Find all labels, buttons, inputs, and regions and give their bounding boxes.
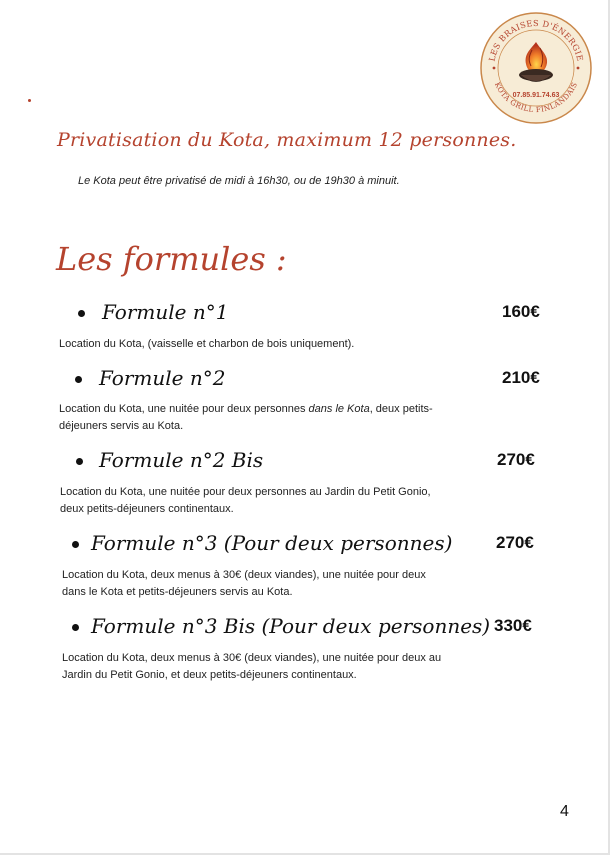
description-line: deux petits-déjeuners continentaux. xyxy=(60,503,234,515)
logo-phone: 07.85.91.74.63 xyxy=(512,92,560,99)
bullet-icon xyxy=(78,310,85,317)
description-line: Location du Kota, (vaisselle et charbon de bois uniquement). xyxy=(59,338,355,350)
logo-bottom-text: KOTA GRILL FINLANDAIS xyxy=(492,80,580,115)
formule-price: 330€ xyxy=(494,616,532,635)
formule-name: Formule n°2 xyxy=(99,366,226,390)
formule-price: 270€ xyxy=(497,450,535,469)
formule-name: Formule n°1 xyxy=(102,300,229,324)
description-line: dans le Kota et petits-déjeuners servis au Kota. xyxy=(62,586,293,598)
bullet-icon xyxy=(72,541,79,548)
formule-price: 270€ xyxy=(496,533,534,552)
privatisation-text: Le Kota peut être privatisé de midi à 16h30, ou de 19h30 à minuit. xyxy=(78,175,400,187)
formule-price: 210€ xyxy=(502,368,540,387)
description-line: Location du Kota, deux menus à 30€ (deux viandes), une nuitée pour deux au xyxy=(62,652,442,664)
decorative-dot xyxy=(28,99,31,102)
formule-description xyxy=(60,484,431,518)
description-line: Location du Kota, une nuitée pour deux personnes au Jardin du Petit Gonio, xyxy=(60,486,431,498)
bullet-icon xyxy=(76,458,83,465)
description-line: Location du Kota, une nuitée pour deux personnes dans le Kota, deux petits- xyxy=(59,403,433,415)
logo-top-text: LES BRAISES D'ÉNERGIE xyxy=(486,17,586,63)
description-line: déjeuners servis au Kota. xyxy=(59,420,184,432)
formule-description xyxy=(62,650,441,684)
page-number: 4 xyxy=(560,803,569,820)
bullet-icon xyxy=(72,624,79,631)
formule-name: Formule n°3 Bis (Pour deux personnes) xyxy=(91,614,491,638)
description-line: Jardin du Petit Gonio, et deux petits-déjeuners continentaux. xyxy=(62,669,357,681)
bullet-icon xyxy=(75,376,82,383)
formule-name: Formule n°3 (Pour deux personnes) xyxy=(91,531,453,555)
formule-description xyxy=(62,567,426,601)
formule-description xyxy=(59,336,354,353)
privatisation-title: Privatisation du Kota, maximum 12 personnes. xyxy=(57,129,517,151)
formule-price: 160€ xyxy=(502,302,540,321)
formules-title: Les formules : xyxy=(56,240,287,278)
formule-name: Formule n°2 Bis xyxy=(99,448,264,472)
description-line: Location du Kota, deux menus à 30€ (deux viandes), une nuitée pour deux xyxy=(62,569,426,581)
brand-logo xyxy=(480,12,592,124)
formule-description xyxy=(59,401,433,435)
